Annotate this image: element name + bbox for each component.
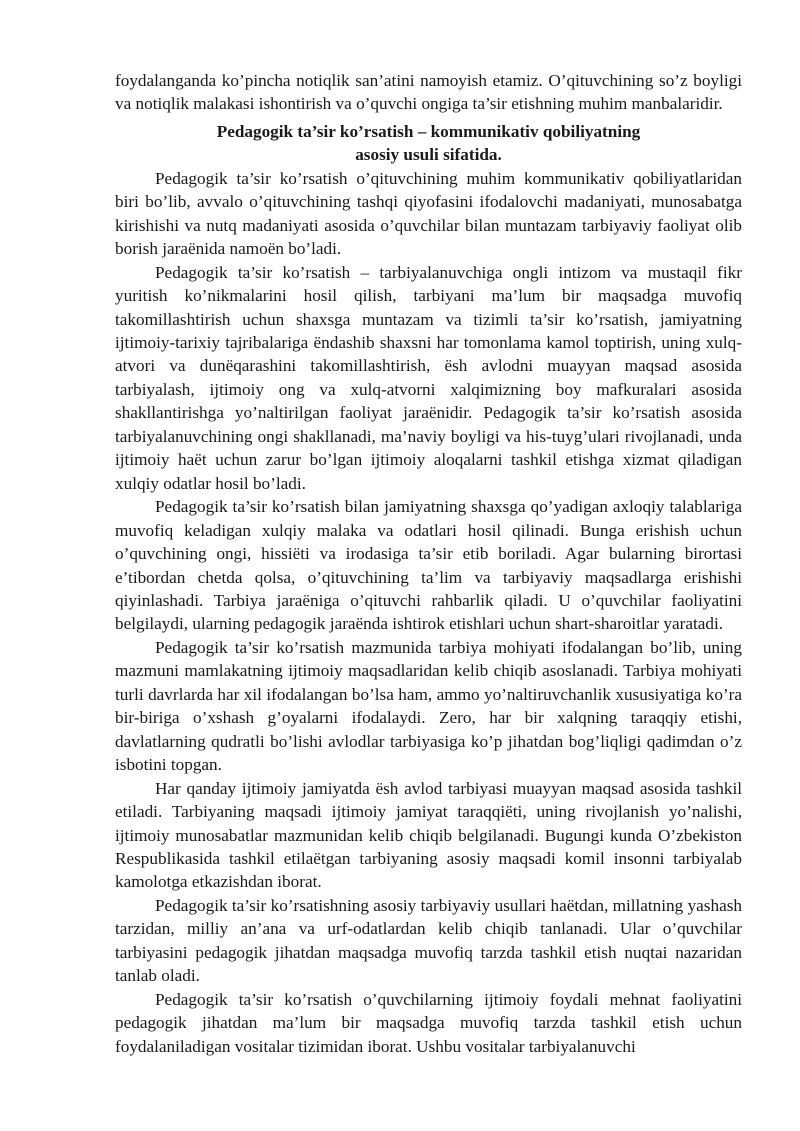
section-heading xyxy=(115,120,742,167)
body-paragraph: Pedagogik ta’sir ko’rsatish o’quvchilarning ijtimoiy foydali mehnat faoliyatini pedagogik jihatdan ma’lum bir maqsadga muvofiq tarzda tashkil etish uchun foydalaniladigan vositalar tizimidan iborat. Ushbu vositalar tarbiyalanuvchi xyxy=(115,989,742,1056)
body-paragraph: Pedagogik ta’sir ko’rsatish – tarbiyalanuvchiga ongli intizom va mustaqil fikr yuritish ko’nikmalarini hosil qilish, tarbiyani ma’lum bir maqsadga muvofiq takomillashtirish uchun shaxsga muntazam va tizimli ta’sir ko’rsatish, jamiyatning ijtimoiy-tarixiy tajribalariga ёndashib shaxsni har tomonlama kamol toptirish, uning xulq-atvori va dunёqarashini takomillashtirish, ёsh avlodni muayyan maqsad asosida tarbiyalash, ijtimoiy ong va xulq-atvorni xalqimizning boy mafkuralari asosida shakllantirishga yo’naltirilgan faoliyat jaraёnidir. Pedagogik ta’sir ko’rsatish asosida tarbiyalanuvchining ongi shakllanadi, ma’naviy boyligi va his-tuyg’ulari rivojlanadi, unda ijtimoiy haёt uchun zarur bo’lgan ijtimoiy aloqalarni tashkil etishga xizmat qiladigan xulqiy odatlar hosil bo’ladi. xyxy=(115,262,742,493)
body-paragraph: Pedagogik ta’sir ko’rsatish bilan jamiyatning shaxsga qo’yadigan axloqiy talablariga muvofiq keladigan xulqiy malaka va odatlari hosil qilinadi. Bunga erishish uchun o’quvchining ongi, hissiёti va irodasiga ta’sir etib boriladi. Agar bularning birortasi e’tibordan chetda qolsa, o’qituvchining ta’lim va tarbiyaviy maqsadlarga erishishi qiyinlashadi. Tarbiya jaraёniga o’qituvchi rahbarlik qiladi. U o’quvchilar faoliyatini belgilaydi, ularning pedagogik jaraёnda ishtirok etishlari uchun shart-sharoitlar yaratadi. xyxy=(115,497,742,634)
document-page xyxy=(115,69,742,1058)
body-paragraph: Pedagogik ta’sir ko’rsatish mazmunida tarbiya mohiyati ifodalangan bo’lib, uning mazmuni mamlakatning ijtimoiy maqsadlaridan kelib chiqib asoslanadi. Tarbiya mohiyati turli davrlarda har xil ifodalangan bo’lsa ham, ammo yo’naltiruvchanlik xususiyatiga ko’ra bir-biriga o’xshash g’oyalarni ifodalaydi. Zero, har bir xalqning taraqqiy etishi, davlatlarning qudratli bo’lishi avlodlar tarbiyasiga ko’p jihatdan bog’liqligi qadimdan o’z isbotini topgan. xyxy=(115,637,742,775)
intro-paragraph: foydalanganda ko’pincha notiqlik san’atini namoyish etamiz. O’qituvchining so’z boyligi va notiqlik malakasi ishontirish va o’quvchi ongiga ta’sir etishning muhim manbalaridir. xyxy=(115,71,742,114)
section-heading-line-1: Pedagogik ta’sir ko’rsatish – kommunikativ qobiliyatning xyxy=(216,121,641,141)
section-heading-line-2: asosiy usuli sifatida. xyxy=(355,145,502,165)
body-paragraph: Pedagogik ta’sir ko’rsatishning asosiy tarbiyaviy usullari haёtdan, millatning yashash tarzidan, milliy an’ana va urf-odatlardan kelib chiqib tanlanadi. Ular o’quvchilar tarbiyasini pedagogik jihatdan maqsadga muvofiq tarzda tashkil etish nuqtai nazaridan tanlab oladi. xyxy=(115,895,742,986)
body-paragraph: Pedagogik ta’sir ko’rsatish o’qituvchining muhim kommunikativ qobiliyatlaridan biri bo’lib, avvalo o’qituvchining tashqi qiyofasini ifodalovchi madaniyati, munosabatga kirishishi va nutq madaniyati asosida o’quvchilar bilan muntazam tarbiyaviy faoliyat olib borish jaraёnida namoёn bo’ladi. xyxy=(115,168,742,259)
body-paragraph: Har qanday ijtimoiy jamiyatda ёsh avlod tarbiyasi muayyan maqsad asosida tashkil etiladi. Tarbiyaning maqsadi ijtimoiy jamiyat taraqqiёti, uning rivojlanish yo’nalishi, ijtimoiy munosabatlar mazmunidan kelib chiqib belgilanadi. Bugungi kunda O’zbekiston Respublikasida tashkil etilaёtgan tarbiyaning asosiy maqsadi komil insonni tarbiyalab kamolotga etkazishdan iborat. xyxy=(115,778,742,892)
